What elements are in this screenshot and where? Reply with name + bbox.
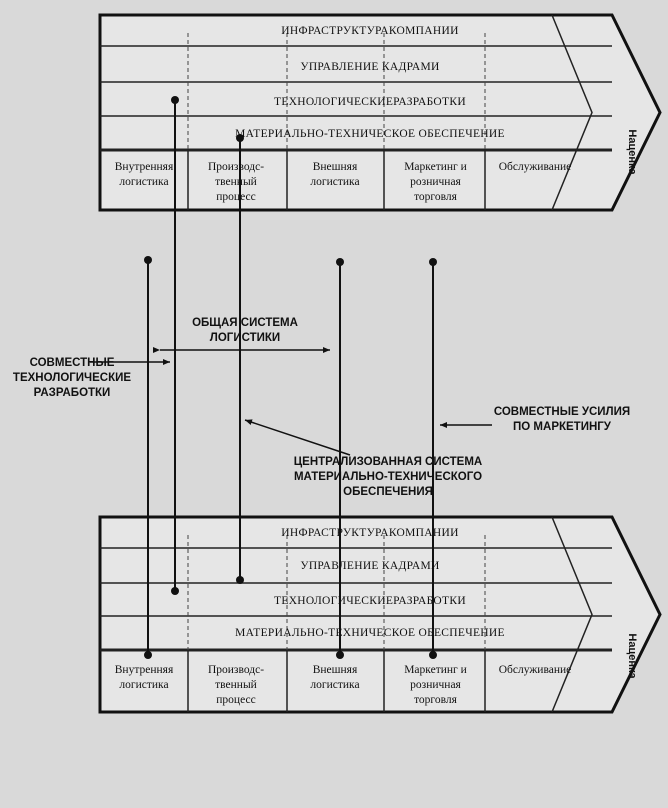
technology-annotation: СОВМЕСТНЫЕ ТЕХНОЛОГИЧЕСКИЕ РАЗРАБОТКИ [12,357,132,399]
chain2-support-technology: ТЕХНОЛОГИЧЕСКИЕРАЗРАБОТКИ [274,595,466,607]
chain1-primary-marketing: Маркетинг и розничная торговля [404,161,467,203]
technology-line-dot-top [171,96,179,104]
logistics-annotation: ОБЩАЯ СИСТЕМА ЛОГИСТИКИ [192,317,298,344]
chain1-support-technology: ТЕХНОЛОГИЧЕСКИЕРАЗРАБОТКИ [274,96,466,108]
chain1-primary-operations: Производс-твенный процесс [207,161,265,203]
logistics-inbound-line-dot-top [144,256,152,264]
procurement-arrow [245,420,350,455]
chain1-support-hr: УПРАВЛЕНИЕ КАДРАМИ [300,61,440,73]
chain2-primary-operations: Производс-твенный процесс [207,664,265,706]
procurement-line-dot-bottom [236,576,244,584]
chain2-support-infrastructure: ИНФРАСТРУКТУРАКОМПАНИИ [281,527,459,539]
chain2-primary-service: Обслуживание [498,664,572,676]
chain1-primary-inbound: Внутренняя логистика [114,161,174,188]
logistics-outbound-line-dot-top [336,258,344,266]
logistics-inbound-line-dot-bottom [144,651,152,659]
marketing-line-dot-bottom [429,651,437,659]
chain2-margin-label: Наценка [626,633,638,679]
technology-line-dot-bottom [171,587,179,595]
chain2-primary-inbound: Внутренняя логистика [114,664,174,691]
chain1-support-procurement: МАТЕРИАЛЬНО-ТЕХНИЧЕСКОЕ ОБЕСПЕЧЕНИЕ [235,128,505,140]
chain2-support-hr: УПРАВЛЕНИЕ КАДРАМИ [300,560,440,572]
chain2-primary-outbound: Внешняя логистика [310,664,360,691]
chain1-primary-service: Обслуживание [498,161,572,173]
marketing-line-dot-top [429,258,437,266]
logistics-outbound-line-dot-bottom [336,651,344,659]
procurement-annotation: ЦЕНТРАЛИЗОВАННАЯ СИСТЕМА МАТЕРИАЛЬНО-ТЕХНИЧЕСКОГО ОБЕСПЕЧЕНИЯ [293,456,483,498]
chain2-support-procurement: МАТЕРИАЛЬНО-ТЕХНИЧЕСКОЕ ОБЕСПЕЧЕНИЕ [235,627,505,639]
chain1-primary-outbound: Внешняя логистика [310,161,360,188]
marketing-annotation: СОВМЕСТНЫЕ УСИЛИЯ ПО МАРКЕТИНГУ [493,406,631,433]
chain1-support-infrastructure: ИНФРАСТРУКТУРАКОМПАНИИ [281,25,459,37]
chain2-primary-marketing: Маркетинг и розничная торговля [404,664,467,706]
chain1-margin-label: Наценка [626,129,638,175]
